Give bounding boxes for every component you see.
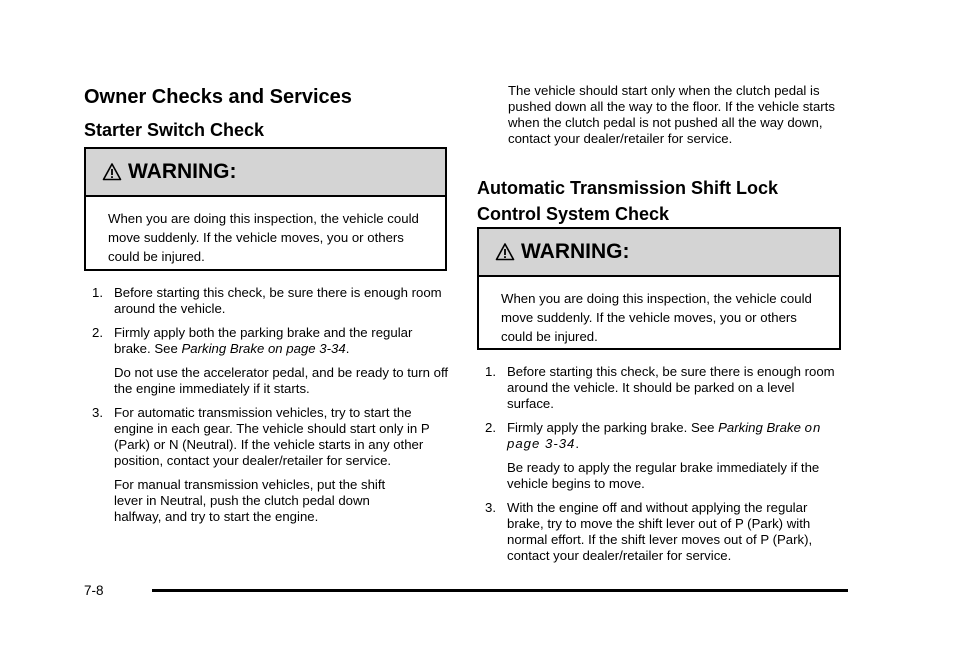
warning-heading: WARNING:	[521, 240, 630, 263]
list-number: 2.	[485, 420, 496, 435]
list-text-end: .	[345, 341, 350, 356]
warning-triangle-icon	[495, 242, 515, 262]
starter-steps-list	[84, 285, 450, 533]
list-item	[84, 285, 450, 317]
list-item	[84, 405, 450, 525]
page-reference: Parking Brake on page 3-34	[181, 341, 346, 356]
footer-rule	[152, 589, 848, 592]
warning-triangle-icon	[102, 162, 122, 182]
list-text: Before starting this check, be sure there is enough room around the vehicle. It should be parked on a level surface.	[507, 364, 835, 411]
list-text: Before starting this check, be sure there is enough room around the vehicle.	[114, 285, 442, 316]
warning-body: When you are doing this inspection, the vehicle could move suddenly. If the vehicle moves, you or others could be injured.	[501, 291, 812, 344]
list-item	[477, 420, 843, 492]
warning-heading: WARNING:	[128, 160, 237, 183]
shift-lock-warning-box	[477, 227, 841, 350]
starter-switch-title: Starter Switch Check	[84, 120, 265, 140]
list-text: Firmly apply the parking brake. See	[507, 420, 719, 435]
clutch-paragraph: The vehicle should start only when the clutch pedal is pushed down all the way to the floor. If the vehicle starts when the clutch pedal is not pushed all the way down, contact your dealer/retailer for service.	[508, 83, 835, 146]
list-item	[477, 364, 843, 412]
list-number: 1.	[485, 364, 496, 379]
page-reference-number: on page 3-34	[507, 420, 822, 451]
list-number: 2.	[92, 325, 103, 340]
list-subparagraph: Do not use the accelerator pedal, and be ready to turn off the engine immediately if it starts.	[114, 365, 449, 396]
list-number: 3.	[485, 500, 496, 515]
page-number: 7-8	[84, 583, 104, 598]
starter-warning-box	[84, 147, 447, 271]
page-reference: Parking Brake	[718, 420, 801, 435]
list-subparagraph: Be ready to apply the regular brake immediately if the vehicle begins to move.	[507, 460, 820, 491]
list-text-end: .	[575, 436, 580, 451]
list-text: For automatic transmission vehicles, try to start the engine in each gear. The vehicle should start only in P (Park) or N (Neutral). If the vehicle starts in any other position, contact your dealer/retailer for service.	[114, 405, 430, 468]
warning-body: When you are doing this inspection, the vehicle could move suddenly. If the vehicle moves, you or others could be injured.	[108, 211, 419, 264]
list-item	[477, 500, 843, 564]
shift-lock-steps-list	[477, 364, 843, 572]
shift-lock-title: Automatic Transmission Shift Lock Control System Check	[477, 178, 779, 224]
warning-header	[86, 149, 445, 197]
list-text: With the engine off and without applying the regular brake, try to move the shift lever out of P (Park) with normal effort. If the shift lever moves out of P (Park), contact your dealer/retailer for service.	[507, 500, 813, 563]
list-number: 1.	[92, 285, 103, 300]
warning-header	[479, 229, 839, 277]
section-title: Owner Checks and Services	[84, 86, 352, 108]
list-subparagraph: For manual transmission vehicles, put the shift lever in Neutral, push the clutch pedal down halfway, and try to start the engine.	[114, 477, 386, 524]
list-number: 3.	[92, 405, 103, 420]
list-text: Firmly apply both the parking brake and the regular brake. See	[114, 325, 413, 356]
list-item	[84, 325, 450, 397]
